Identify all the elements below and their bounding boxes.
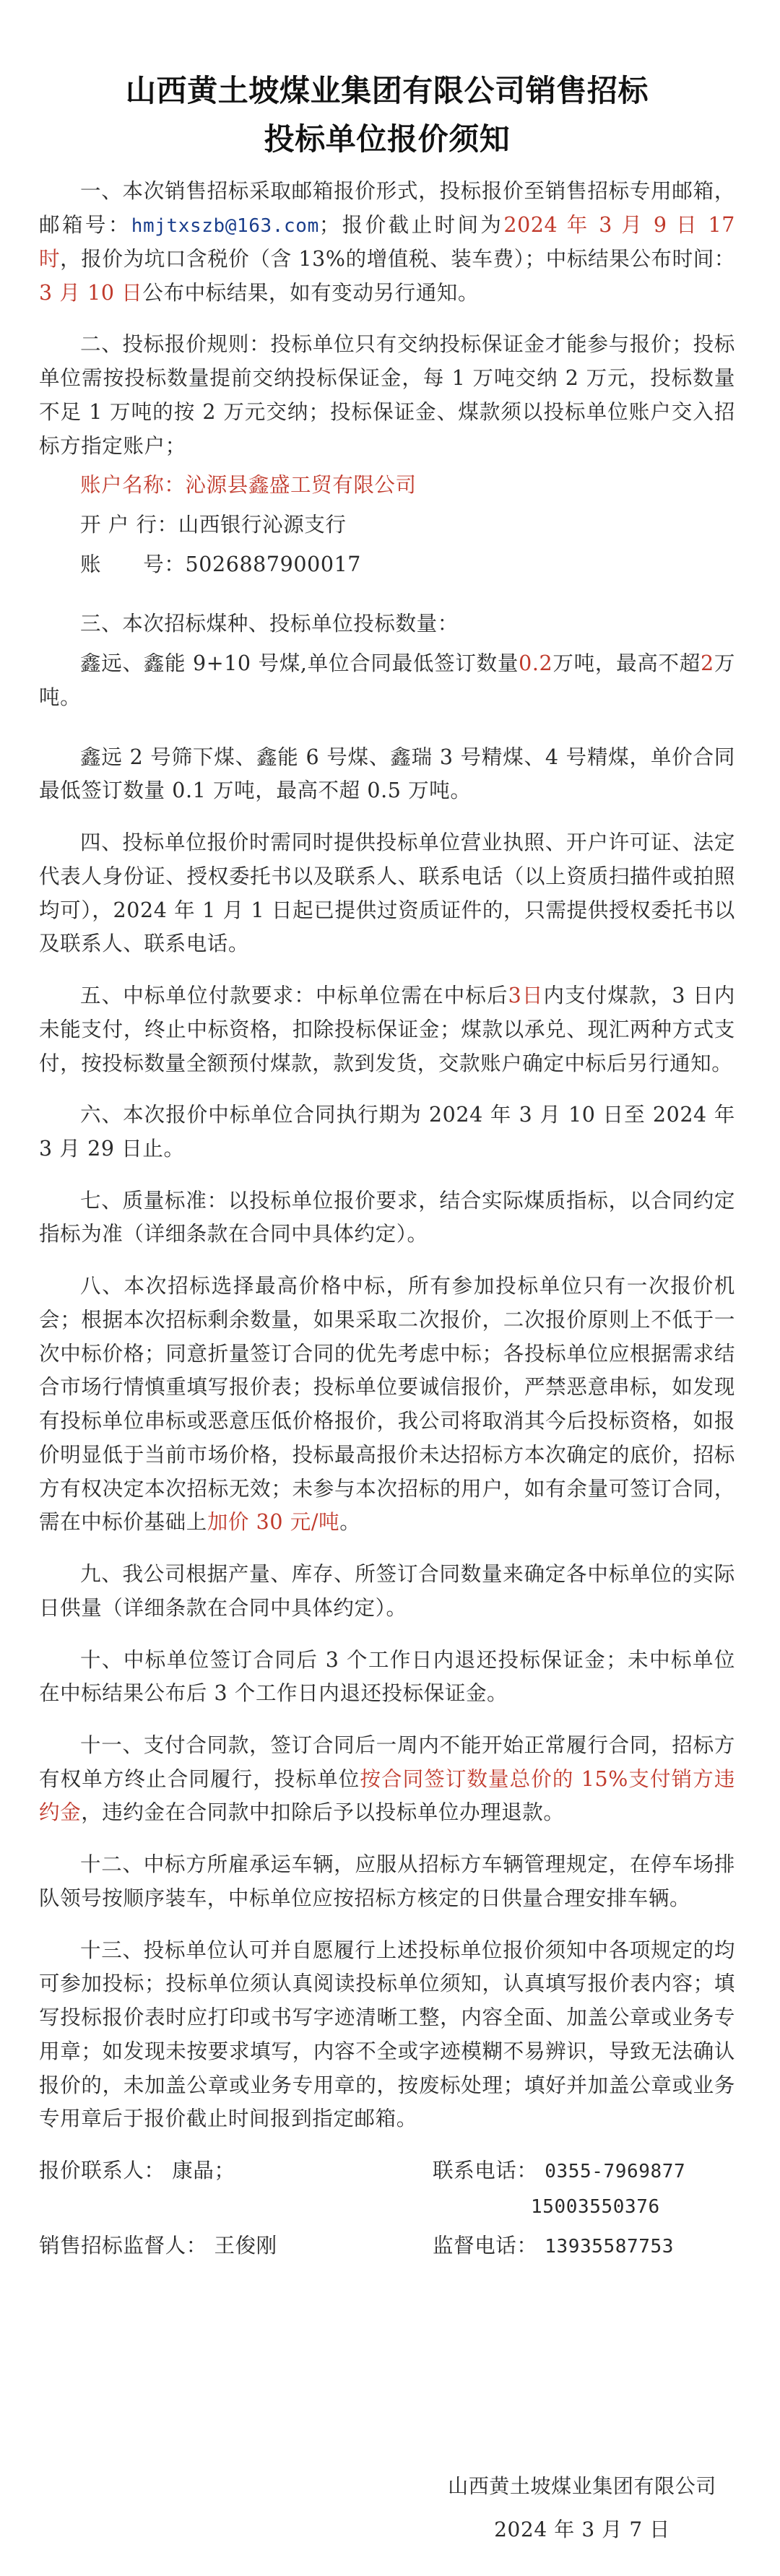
section-9-paragraph: 九、我公司根据产量、库存、所签订合同数量来确定各中标单位的实际日供量（详细条款在合同中具体约定）。: [39, 1562, 735, 1620]
account-number-value: 5026887900017: [185, 552, 362, 576]
section-5-text: 五、中标单位付款要求：中标单位需在中标后: [80, 984, 508, 1008]
supervisor-label: 销售招标监督人：: [39, 2234, 207, 2258]
quote-phone-number[interactable]: 0355-7969877: [545, 2161, 686, 2183]
quote-mobile-number[interactable]: 15003550376: [531, 2196, 660, 2219]
title-line-2: 投标单位报价须知: [264, 121, 511, 157]
signature-date: 2024 年 3 月 7 日: [494, 2518, 670, 2541]
section-8-paragraph: [39, 1270, 735, 1540]
contact-row-quote: [39, 2154, 735, 2192]
account-name-line: [39, 469, 735, 503]
section-3-text: 鑫远、鑫能 9+10 号煤,单位合同最低签订数量: [80, 651, 519, 676]
section-4-paragraph: 四、投标单位报价时需同时提供投标单位营业执照、开户许可证、法定代表人身份证、授权委托书以及联系人、联系电话（以上资质扫描件或拍照均可），2024 年 1 月 1 日起已提供过资质证件的，只需提供授权委托书以及联系人、联系电话。: [39, 831, 735, 956]
penalty-clause: 按合同签订数量总价的 15%支付销方违约金: [39, 1766, 735, 1825]
bid-email-link[interactable]: hmjtxszb@163.com: [131, 215, 319, 238]
account-number-line: [39, 548, 735, 582]
section-2-paragraph: 二、投标报价规则：投标单位只有交纳投标保证金才能参与报价；投标单位需按投标数量提前交纳投标保证金，每 1 万吨交纳 2 万元，投标数量不足 1 万吨的按 2 万元交纳；投标保证金、煤款须以投标单位账户交入招标方指定账户；: [39, 332, 735, 458]
section-1-text: ；报价截止时间为: [318, 213, 504, 238]
supervisor-name: 王俊刚: [214, 2234, 277, 2258]
section-1-text: ，报价为坑口含税价（含 13%的增值税、装车费）；中标结果公布时间：: [60, 246, 735, 271]
section-3-heading: 三、本次招标煤种、投标单位投标数量：: [80, 612, 459, 636]
section-10-paragraph: 十、中标单位签订合同后 3 个工作日内退还投标保证金；未中标单位在中标结果公布后 3 个工作日内退还投标保证金。: [39, 1647, 735, 1706]
title-line-1: 山西黄土坡煤业集团有限公司销售招标: [125, 73, 649, 108]
section-6-paragraph: 六、本次报价中标单位合同执行期为 2024 年 3 月 10 日至 2024 年 3 月 29 日止。: [39, 1103, 735, 1161]
section-8-text: 八、本次招标选择最高价格中标，所有参加投标单位只有一次报价机会；根据本次招标剩余数量，如果采取二次报价，二次报价原则上不低于一次中标价格；同意折量签订合同的优先考虑中标；各投标单位应根据需求结合市场行情慎重填写报价表；投标单位要诚信报价，严禁恶意串标，如发现有投标单位串标或恶意压低价格报价，我公司将取消其今后投标资格，如报价明显低于当前市场价格，投标最高报价未达招标方本次确定的底价，招标方有权决定本次招标无效；未参与本次招标的用户，如有余量可签订合同，需在中标价基础上: [39, 1274, 735, 1535]
signature-company: 山西黄土坡煤业集团有限公司: [448, 2474, 716, 2498]
price-markup: 加价 30 元/吨: [207, 1510, 340, 1535]
section-1-text: 一、本次销售招标采取邮箱报价形式，投标报价至销售招标专用邮箱，邮箱号：: [39, 179, 735, 238]
bank-label: 开 户 行：: [80, 512, 178, 537]
supervise-phone-number[interactable]: 13935587753: [545, 2236, 674, 2258]
contact-row-supervisor: [39, 2229, 735, 2267]
payment-days: 3日: [508, 984, 544, 1008]
account-number-label: 账 号：: [80, 552, 186, 576]
page-title: [39, 66, 735, 163]
account-name-label: 账户名称：: [80, 473, 186, 498]
supervise-phone-label: 监督电话：: [433, 2234, 538, 2258]
section-5-paragraph: [39, 979, 735, 1080]
section-1-paragraph: [39, 175, 735, 310]
result-announce-date: 3 月 10 日: [39, 280, 143, 305]
section-11-text: 十一、支付合同款，签订合同后一周内不能开始正常履行合同，招标方有权单方终止合同履行，投标单位: [39, 1733, 735, 1791]
quote-contact-label: 报价联系人：: [39, 2159, 165, 2183]
contact-row-mobile: [39, 2192, 735, 2229]
account-name-value: 沁源县鑫盛工贸有限公司: [185, 473, 417, 498]
max-quantity: 2: [701, 651, 714, 676]
quote-phone: [433, 2154, 685, 2188]
bank-line: [39, 508, 735, 542]
section-3-text: 万吨。: [39, 651, 735, 709]
section-13-paragraph: 十三、投标单位认可并自愿履行上述投标单位报价须知中各项规定的均可参加投标；投标单位须认真阅读投标单位须知，认真填写报价表内容；填写投标报价表时应打印或书写字迹清晰工整，内容全面、加盖公章或业务专用章；如发现未按要求填写，内容不全或字迹模糊不易辨识，导致无法确认报价的，未加盖公章或业务专用章的，按废标处理；填好并加盖公章或业务专用章后于报价截止时间报到指定邮箱。: [39, 1938, 735, 2131]
section-7-paragraph: 七、质量标准：以投标单位报价要求，结合实际煤质指标，以合同约定指标为准（详细条款在合同中具体约定）。: [39, 1188, 735, 1246]
section-11-text: ，违约金在合同款中扣除后予以投标单位办理退款。: [81, 1800, 565, 1825]
section-11-paragraph: [39, 1729, 735, 1830]
section-12-paragraph: 十二、中标方所雇承运车辆，应服从招标方车辆管理规定，在停车场排队领号按顺序装车，中标单位应按招标方核定的日供量合理安排车辆。: [39, 1852, 735, 1910]
supervisor-contact: [39, 2229, 433, 2263]
contact-block: [39, 2154, 735, 2267]
bid-deadline: 2024 年 3 月 9 日 17 时: [39, 213, 736, 271]
section-5-text: 内支付煤款，3 日内未能支付，终止中标资格，扣除投标保证金；煤款以承兑、现汇两种方式支付，按投标数量全额预付煤款，款到发货，交款账户确定中标后另行通知。: [39, 984, 735, 1075]
quote-phone-label: 联系电话：: [433, 2159, 538, 2183]
section-3-item-a: [39, 647, 735, 714]
bank-value: 山西银行沁源支行: [178, 512, 347, 537]
min-quantity: 0.2: [519, 651, 553, 676]
section-3-text: 万吨，最高不超: [552, 651, 701, 676]
quote-contact: [39, 2154, 433, 2188]
section-3-item-b: 鑫远 2 号筛下煤、鑫能 6 号煤、鑫瑞 3 号精煤、4 号精煤，单价合同最低签订数量 0.1 万吨，最高不超 0.5 万吨。: [39, 745, 735, 803]
section-1-text: 公布中标结果，如有变动另行通知。: [142, 280, 479, 305]
quote-contact-name: 康晶；: [172, 2159, 235, 2183]
section-8-text: 。: [339, 1510, 361, 1535]
supervise-phone: [433, 2229, 674, 2263]
